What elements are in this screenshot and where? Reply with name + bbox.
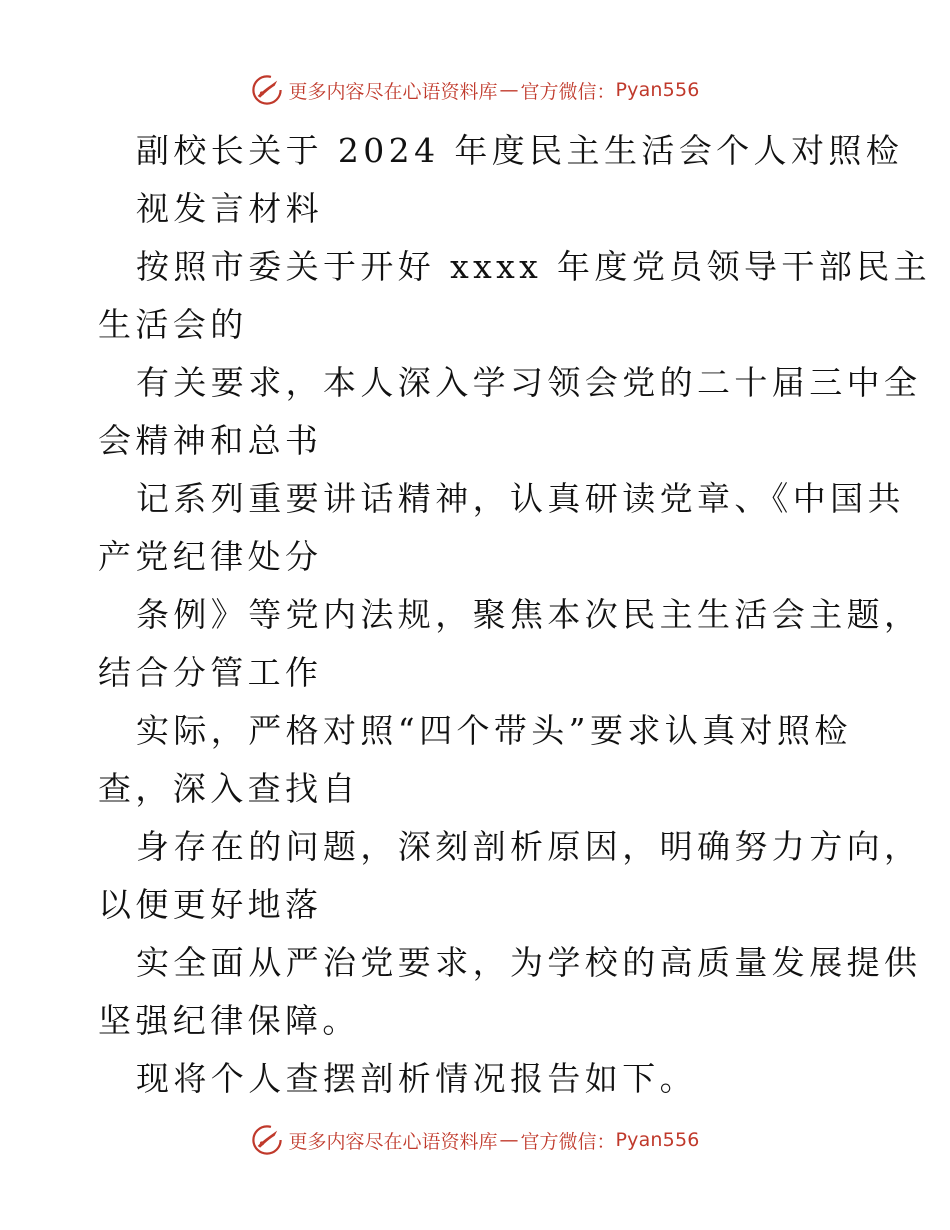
paragraph-line: 产党纪律处分 bbox=[98, 537, 323, 576]
paragraph-line: 坚强纪律保障。 bbox=[98, 1001, 360, 1040]
watermark-wechat-label: 官方微信： bbox=[520, 80, 616, 103]
watermark-separator: — bbox=[499, 1129, 519, 1151]
paragraph-line: 生活会的 bbox=[98, 305, 248, 344]
paragraph-line: 结合分管工作 bbox=[98, 653, 323, 692]
watermark-site-text: 更多内容尽在心语资料库 bbox=[288, 80, 498, 103]
watermark-wechat-id: Pyan556 bbox=[615, 79, 700, 101]
watermark-wechat-label: 官方微信： bbox=[520, 1130, 616, 1153]
paragraph-line: 查，深入查找自 bbox=[98, 769, 360, 808]
document-title-line-2: 视发言材料 bbox=[136, 189, 323, 228]
paragraph-line: 条例》等党内法规，聚焦本次民主生活会主题， bbox=[136, 595, 922, 634]
watermark-separator: — bbox=[499, 79, 519, 101]
paragraph-line: 以便更好地落 bbox=[98, 885, 323, 924]
document-title-line-1: 副校长关于 2024 年度民主生活会个人对照检 bbox=[136, 131, 904, 170]
paragraph-line: 会精神和总书 bbox=[98, 421, 323, 460]
paragraph-line: 现将个人查摆剖析情况报告如下。 bbox=[136, 1059, 697, 1098]
document-body bbox=[98, 122, 932, 1108]
paragraph-line: 实全面从严治党要求，为学校的高质量发展提供 bbox=[136, 943, 922, 982]
watermark-wechat-id: Pyan556 bbox=[615, 1129, 700, 1151]
logo-icon bbox=[250, 73, 284, 107]
paragraph-line: 有关要求，本人深入学习领会党的二十届三中全 bbox=[136, 363, 922, 402]
paragraph-line: 实际，严格对照“四个带头”要求认真对照检 bbox=[136, 711, 852, 750]
paragraph-line: 按照市委关于开好 xxxx 年度党员领导干部民主 bbox=[136, 247, 932, 286]
paragraph-line: 记系列重要讲话精神，认真研读党章、《中国共 bbox=[136, 479, 905, 518]
watermark-footer bbox=[0, 1120, 950, 1160]
watermark-site-text: 更多内容尽在心语资料库 bbox=[288, 1130, 498, 1153]
watermark-header bbox=[0, 70, 950, 110]
paragraph-line: 身存在的问题，深刻剖析原因，明确努力方向， bbox=[136, 827, 922, 866]
logo-icon bbox=[250, 1123, 284, 1157]
